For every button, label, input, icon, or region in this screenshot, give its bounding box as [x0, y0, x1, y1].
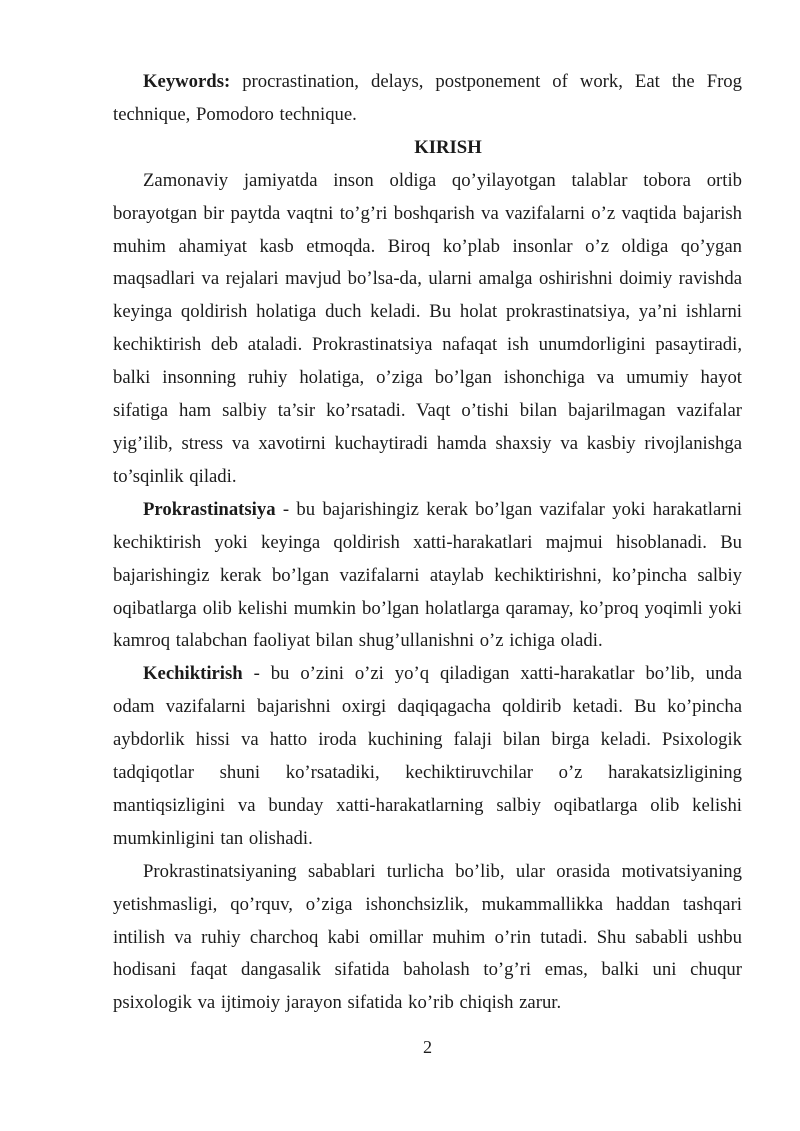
text-block — [113, 66, 742, 1020]
paragraph-text: - bu o’zini o’zi yo’q qiladigan xatti-harakatlar bo’lib, unda odam vazifalarni bajarishni oxirgi daqiqagacha qoldirib ketadi. Bu ko’pincha aybdorlik hissi va hatto iroda kuchining falaji bilan birga keladi. Psixologik tadqiqotlar shuni ko’rsatadiki, kechiktiruvchilar o’z harakatsizligining mantiqsizligini va bunday xatti-harakatlarning salbiy oqibatlarga olib kelishi mumkinligini tan olishadi. — [113, 663, 742, 849]
body-paragraph — [113, 165, 742, 494]
keywords-label: Keywords: — [143, 71, 231, 92]
paragraph-text: Zamonaviy jamiyatda inson oldiga qo’yilayotgan talablar tobora ortib borayotgan bir paytda vaqtni to’g’ri boshqarish va vazifalarni o’z vaqtida bajarish muhim ahamiyat kasb etmoqda. Biroq ko’plab insonlar o’z oldiga qo’ygan maqsadlari va rejalari mavjud bo’lsa-da, ularni amalga oshirishni doimiy ravishda keyinga qoldirish holatiga duch keladi. Bu holat prokrastinatsiya, ya’ni ishlarni kechiktirish deb ataladi. Prokrastinatsiya nafaqat ish unumdorligini pasaytiradi, balki insonning ruhiy holatiga, o’ziga bo’lgan ishonchiga va umumiy hayot sifatiga ham salbiy ta’sir ko’rsatadi. Vaqt o’tishi bilan bajarilmagan vazifalar yig’ilib, stress va xavotirni kuchaytiradi hamda shaxsiy va kasbiy rivojlanishga to’sqinlik qiladi. — [113, 169, 742, 487]
section-heading: KIRISH — [414, 136, 482, 158]
body-paragraph — [113, 494, 742, 659]
paragraph-text: - bu bajarishingiz kerak bo’lgan vazifalar yoki harakatlarni kechiktirish yoki keyinga qoldirish xatti-harakatlari majmui hisoblanadi. Bu bajarishingiz kerak bo’lgan vazifalarni ataylab kechiktirishni, ko’pincha salbiy oqibatlarga olib kelishi mumkin bo’lgan holatlarga qaramay, ko’proq yoqimli yoki kamroq talabchan faoliyat bilan shug’ullanishni o’z ichiga oladi. — [113, 498, 742, 652]
body-paragraph — [113, 658, 742, 855]
paragraph-lead: Prokrastinatsiya — [143, 498, 276, 520]
keywords-paragraph — [113, 66, 742, 132]
keywords-text: procrastination, delays, postponement of work, Eat the Frog technique, Pomodoro technique. — [113, 71, 742, 125]
body-paragraph — [113, 856, 742, 1021]
paragraph-text: Prokrastinatsiyaning sabablari turlicha bo’lib, ular orasida motivatsiyaning yetishmasligi, qo’rquv, o’ziga ishonchsizlik, mukammallikka haddan tashqari intilish va ruhiy charchoq kabi omillar muhim o’rin tutadi. Shu sababli ushbu hodisani faqat dangasalik sifatida baholash to’g’ri emas, balki uni chuqur psixologik va ijtimoiy jarayon sifatida ko’rib chiqish zarur. — [113, 860, 742, 1014]
page-number: 2 — [422, 1037, 433, 1057]
paragraph-lead: Kechiktirish — [143, 663, 243, 685]
